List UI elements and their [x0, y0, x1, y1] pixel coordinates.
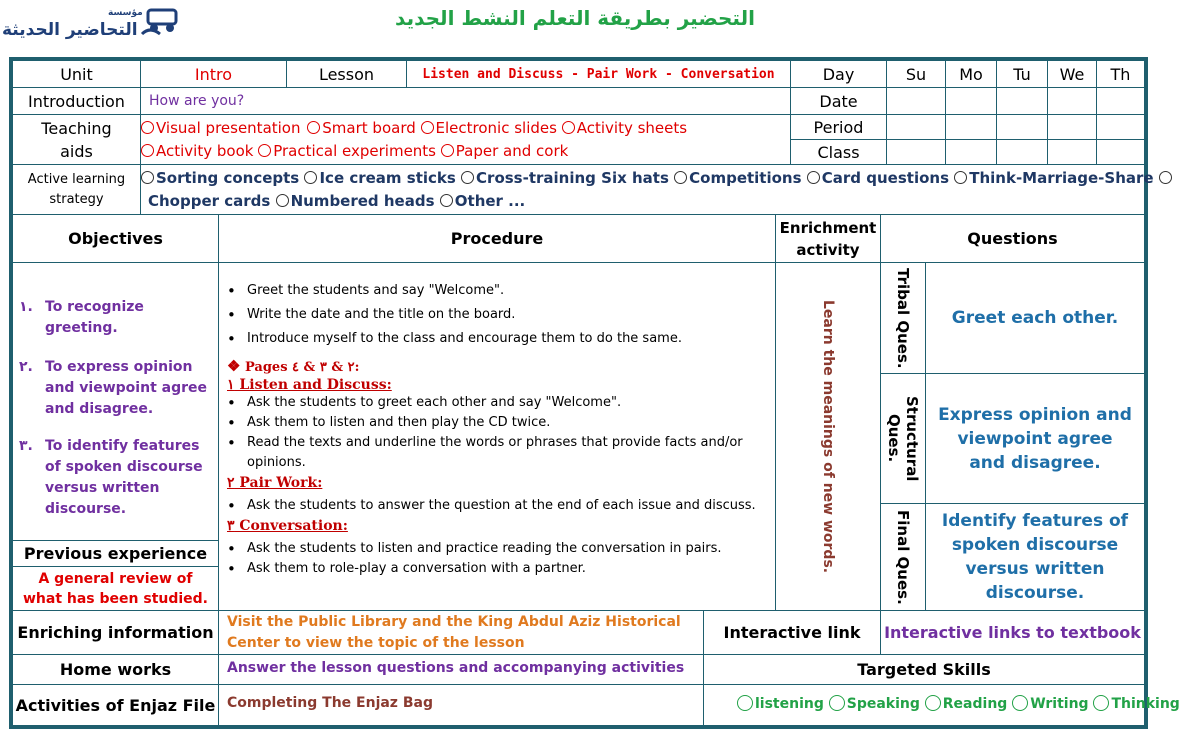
period-cell[interactable]	[997, 115, 1048, 140]
teaching-aids-label-line2: aids	[60, 141, 93, 161]
objective-number: ٣.	[19, 438, 33, 454]
enrichment-header	[776, 215, 881, 263]
lesson-value: Listen and Discuss - Pair Work - Conversation	[407, 61, 791, 88]
strategy-option: Competitions	[689, 169, 802, 187]
radio-circle-icon[interactable]	[954, 171, 967, 184]
objective-number: ١.	[19, 299, 33, 315]
day-mo: Mo	[946, 61, 997, 88]
objective-item	[19, 357, 212, 420]
radio-circle-icon[interactable]	[258, 144, 271, 157]
aid-option: Visual presentation	[156, 119, 301, 137]
radio-circle-icon[interactable]	[737, 695, 753, 711]
previous-experience-text: A general review of what has been studied.	[13, 567, 219, 611]
class-label: Class	[791, 140, 887, 165]
day-su: Su	[887, 61, 946, 88]
procedure-bullet: • Read the texts and underline the words or phrases that provide facts and/or opinions.	[219, 433, 775, 473]
strategy-option: Numbered heads	[290, 192, 435, 210]
targeted-skills-options	[704, 685, 1180, 725]
period-cell[interactable]	[946, 115, 997, 140]
strategy-line1	[141, 167, 1154, 190]
procedure-bullet: • Ask them to listen and then play the CD twice.	[219, 413, 775, 433]
section3-list	[219, 539, 775, 579]
aid-option: Smart board	[322, 119, 416, 137]
diamond-icon: ❖	[227, 357, 241, 375]
aid-option: Practical experiments	[273, 142, 436, 160]
date-label: Date	[791, 88, 887, 115]
teaching-aids-line2	[141, 140, 790, 163]
skill-option: Speaking	[846, 696, 920, 712]
teaching-aids-label-line1: Teaching	[41, 118, 112, 138]
strategy-options	[141, 165, 1154, 215]
page-title: التحضير بطريقة التعلم النشط الجديد	[395, 6, 755, 30]
strategy-option: Sorting concepts	[156, 169, 300, 187]
section3-title: ٣ Conversation:	[227, 518, 348, 534]
period-cell[interactable]	[1048, 115, 1097, 140]
logo	[0, 2, 185, 44]
enrichment-activity	[776, 263, 881, 611]
procedure-intro-list	[219, 281, 775, 349]
period-cell[interactable]	[887, 115, 946, 140]
enriching-info-text: Visit the Public Library and the King Abdul Aziz Historical Center to view the topic of the lesson	[219, 611, 704, 655]
radio-circle-icon[interactable]	[141, 144, 154, 157]
procedure-bullet: • Ask the students to greet each other and say "Welcome".	[219, 393, 775, 413]
section1-title: ١ Listen and Discuss:	[227, 377, 392, 393]
question-text-tribal: Greet each other.	[926, 263, 1144, 374]
lesson-label: Lesson	[287, 61, 407, 88]
radio-circle-icon[interactable]	[441, 144, 454, 157]
introduction-label: Introduction	[13, 88, 141, 115]
question-type-tribal: Tribal Ques.	[894, 267, 912, 369]
radio-circle-icon[interactable]	[807, 171, 820, 184]
unit-value: Intro	[141, 61, 287, 88]
home-works-label: Home works	[13, 655, 219, 685]
objectives-list	[13, 263, 219, 541]
radio-circle-icon[interactable]	[562, 121, 575, 134]
day-we: We	[1048, 61, 1097, 88]
class-cell[interactable]	[1048, 140, 1097, 165]
radio-circle-icon[interactable]	[829, 695, 845, 711]
class-cell[interactable]	[1097, 140, 1144, 165]
skill-option: Writing	[1030, 696, 1089, 712]
strategy-option: Think-Marriage-Share	[969, 169, 1154, 187]
period-label: Period	[791, 115, 887, 140]
strategy-option: Cross-training	[476, 169, 596, 187]
procedure-bullet: • Greet the students and say "Welcome".	[219, 281, 775, 301]
procedure-bullet: • Ask the students to answer the question at the end of each issue and discuss.	[219, 496, 775, 516]
radio-circle-icon[interactable]	[141, 121, 154, 134]
radio-circle-icon[interactable]	[1159, 171, 1172, 184]
radio-circle-icon[interactable]	[461, 171, 474, 184]
unit-label: Unit	[13, 61, 141, 88]
class-cell[interactable]	[997, 140, 1048, 165]
aid-option: Paper and cork	[455, 142, 569, 160]
previous-experience-label: Previous experience	[13, 541, 219, 567]
logo-text: التحاضير الحديثة	[2, 20, 138, 40]
aid-option: Electronic slides	[435, 119, 557, 137]
day-label: Day	[791, 61, 887, 88]
strategy-option: Six hats	[601, 169, 669, 187]
question-type-cell	[881, 374, 926, 504]
question-text-structural: Express opinion and viewpoint agree and disagree.	[926, 374, 1144, 504]
strategy-option: Chopper cards	[148, 192, 271, 210]
objectives-header: Objectives	[13, 215, 219, 263]
home-works-text: Answer the lesson questions and accompanying activities	[219, 655, 704, 685]
logo-small-text: مؤسسة	[108, 8, 143, 18]
radio-circle-icon[interactable]	[276, 194, 289, 207]
enrichment-header-line1: Enrichment	[779, 218, 877, 237]
section1-list	[219, 393, 775, 473]
objective-text: To express opinion and viewpoint agree and disagree.	[45, 359, 207, 417]
objective-item	[19, 436, 212, 520]
skill-option: Reading	[942, 696, 1008, 712]
teaching-aids-label	[13, 115, 141, 165]
enjaz-label: Activities of Enjaz File	[13, 685, 219, 725]
car-icon	[140, 4, 182, 40]
strategy-label-line1: Active learning	[27, 171, 126, 187]
enriching-info-label: Enriching information	[13, 611, 219, 655]
lesson-plan-sheet	[9, 57, 1180, 729]
procedure-bullet: • Write the date and the title on the board.	[219, 305, 775, 325]
objective-number: ٢.	[19, 359, 33, 375]
interactive-link-label: Interactive link	[704, 611, 881, 655]
class-cell[interactable]	[887, 140, 946, 165]
radio-circle-icon[interactable]	[141, 171, 154, 184]
date-cell-we[interactable]	[1048, 88, 1097, 115]
question-type-cell	[881, 263, 926, 374]
date-cell-mo[interactable]	[946, 88, 997, 115]
enrichment-text: Learn the meanings of new words.	[820, 299, 836, 574]
strategy-label-line2: strategy	[49, 191, 104, 207]
period-cell[interactable]	[1097, 115, 1144, 140]
skill-option: listening	[755, 696, 824, 712]
question-type-structural: Structural Ques.	[885, 395, 921, 482]
radio-circle-icon[interactable]	[307, 121, 320, 134]
procedure-content	[219, 263, 776, 611]
strategy-label	[13, 165, 141, 215]
aid-option: Activity book	[156, 142, 254, 160]
date-cell-tu[interactable]	[997, 88, 1048, 115]
strategy-option: Ice cream sticks	[319, 169, 456, 187]
radio-circle-icon[interactable]	[925, 695, 941, 711]
class-cell[interactable]	[946, 140, 997, 165]
procedure-bullet: • Ask them to role-play a conversation with a partner.	[219, 559, 775, 579]
radio-circle-icon[interactable]	[304, 171, 317, 184]
question-type-final: Final Ques.	[894, 509, 912, 605]
radio-circle-icon[interactable]	[1093, 695, 1109, 711]
day-tu: Tu	[997, 61, 1048, 88]
teaching-aids-line1	[141, 117, 790, 140]
questions-header: Questions	[881, 215, 1144, 263]
radio-circle-icon[interactable]	[1012, 695, 1028, 711]
skill-option: Thinking	[1111, 696, 1180, 712]
section2-list	[219, 496, 775, 516]
radio-circle-icon[interactable]	[674, 171, 687, 184]
aid-option: Activity sheets	[576, 119, 688, 137]
pages-text: Pages ٢ & ٣ & ٤:	[244, 360, 360, 375]
objective-item	[19, 297, 212, 339]
strategy-option: Card questions	[821, 169, 949, 187]
question-type-cell	[881, 504, 926, 611]
enjaz-text: Completing The Enjaz Bag	[219, 685, 704, 725]
date-cell-th[interactable]	[1097, 88, 1144, 115]
introduction-value: How are you?	[141, 88, 791, 115]
procedure-bullet: • Ask the students to listen and practice reading the conversation in pairs.	[219, 539, 775, 559]
objective-text: To recognize greeting.	[45, 299, 144, 336]
pages-line	[219, 357, 775, 375]
strategy-option: Other ...	[454, 192, 526, 210]
interactive-link-value[interactable]: Interactive links to textbook	[881, 611, 1144, 655]
strategy-line2	[141, 190, 1144, 213]
question-text-final: Identify features of spoken discourse versus written discourse.	[926, 504, 1144, 611]
targeted-skills-label: Targeted Skills	[704, 655, 1144, 685]
date-cell-su[interactable]	[887, 88, 946, 115]
objective-text: To identify features of spoken discourse versus written discourse.	[45, 438, 203, 517]
radio-circle-icon[interactable]	[421, 121, 434, 134]
section2-title: ٢ Pair Work:	[227, 475, 323, 491]
day-th: Th	[1097, 61, 1144, 88]
enrichment-header-line2: activity	[796, 240, 860, 259]
procedure-bullet: • Introduce myself to the class and encourage them to do the same.	[219, 329, 775, 349]
radio-circle-icon[interactable]	[440, 194, 453, 207]
teaching-aids-options	[141, 115, 791, 165]
procedure-header: Procedure	[219, 215, 776, 263]
